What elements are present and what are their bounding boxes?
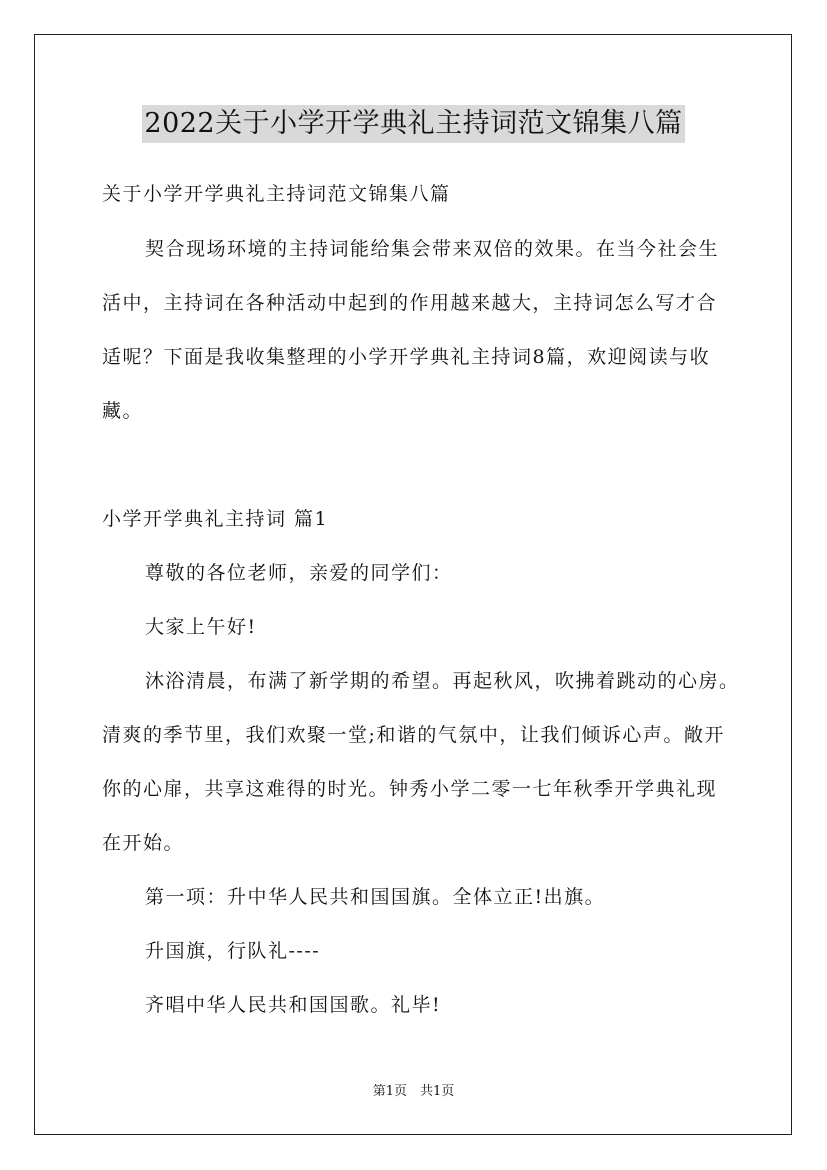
document-title xyxy=(0,102,827,143)
greeting-line: 尊敬的各位老师，亲爱的同学们： xyxy=(145,562,453,584)
intro-line-4: 藏。 xyxy=(102,400,144,422)
paragraph-line-4: 在开始。 xyxy=(102,832,185,854)
paragraph-line-3: 你的心扉，共享这难得的时光。钟秀小学二零一七年秋季开学典礼现 xyxy=(102,778,718,800)
page-footer: 第1页 共1页 xyxy=(372,1084,455,1099)
program-item-3: 齐唱中华人民共和国国歌。礼毕! xyxy=(145,994,442,1016)
intro-line-3: 适呢？下面是我收集整理的小学开学典礼主持词8篇，欢迎阅读与收 xyxy=(102,346,711,368)
paragraph-line-1: 沐浴清晨，布满了新学期的希望。再起秋风，吹拂着跳动的心房。 xyxy=(145,670,740,692)
section-heading: 小学开学典礼主持词 篇1 xyxy=(102,508,329,530)
document-title-text: 2022关于小学开学典礼主持词范文锦集八篇 xyxy=(142,105,684,143)
hello-line: 大家上午好! xyxy=(145,616,257,638)
intro-line-1: 契合现场环境的主持词能给集会带来双倍的效果。在当今社会生 xyxy=(145,238,720,260)
program-item-2: 升国旗，行队礼---- xyxy=(145,940,321,962)
intro-line-2: 活中，主持词在各种活动中起到的作用越来越大，主持词怎么写才合 xyxy=(102,292,718,314)
program-item-1: 第一项：升中华人民共和国国旗。全体立正!出旗。 xyxy=(145,886,606,908)
paragraph-line-2: 清爽的季节里，我们欢聚一堂;和谐的气氛中，让我们倾诉心声。敞开 xyxy=(102,724,725,746)
document-subtitle: 关于小学开学典礼主持词范文锦集八篇 xyxy=(102,183,451,205)
